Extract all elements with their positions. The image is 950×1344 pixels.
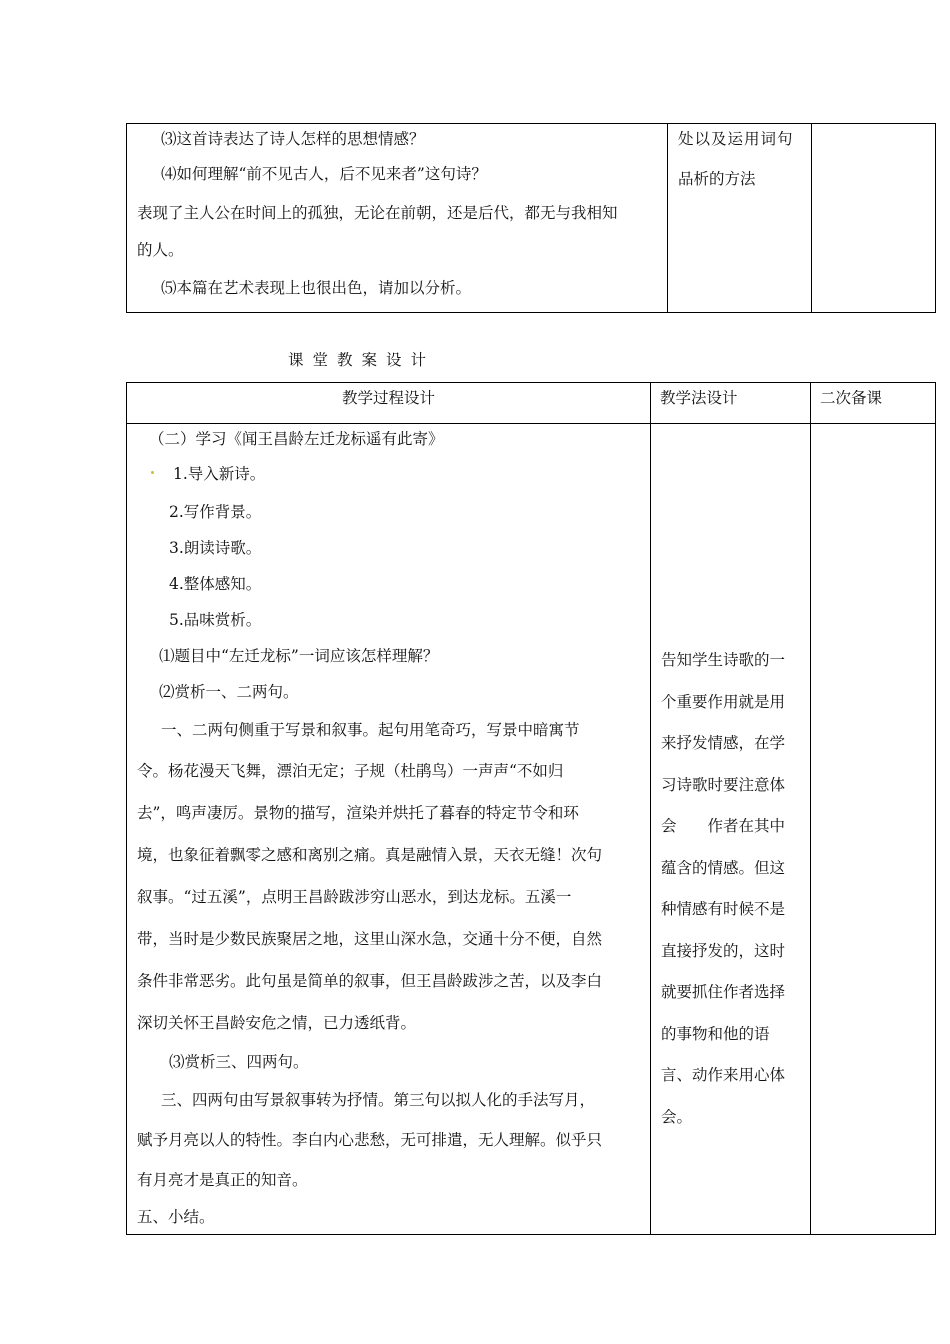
question-3: ⑶赏析三、四两句。	[169, 1053, 309, 1071]
analysis-line-11: 有月亮才是真正的知音。	[137, 1171, 308, 1189]
top-answer-line-2: 的人。	[137, 241, 184, 259]
method-line-5: 会 作者在其中	[661, 817, 786, 835]
method-line-2: 个重要作用就是用	[661, 692, 786, 711]
top-question-4: ⑷如何理解“前不见古人，后不见来者”这句诗？	[161, 165, 487, 183]
step-3: 3.朗读诗歌。	[169, 539, 262, 557]
analysis-line-5: 叙事。“过五溪”，点明王昌龄跋涉穷山恶水，到达龙标。五溪一	[137, 888, 572, 906]
header-notes-label: 二次备课	[820, 389, 883, 407]
analysis-line-4: 境，也象征着飘零之感和离别之痛。真是融情入景，天衣无缝！次句	[137, 846, 603, 864]
header-method	[651, 383, 811, 424]
header-process-label: 教学过程设计	[341, 389, 435, 407]
top-process-cell	[127, 124, 668, 313]
method-line-11: 言、动作来用心体	[661, 1066, 786, 1084]
method-line-4: 习诗歌时要注意体	[661, 775, 786, 794]
method-line-6: 蕴含的情感。但这	[661, 858, 786, 877]
stray-mark	[151, 471, 154, 474]
summary: 五、小结。	[137, 1208, 215, 1226]
method-line-3: 来抒发情感，在学	[661, 734, 786, 752]
section-title: 课堂教案设计	[288, 351, 436, 369]
method-line-8: 直接抒发的，这时	[661, 941, 786, 960]
notes-body-cell	[811, 424, 936, 1235]
step-4: 4.整体感知。	[169, 575, 262, 593]
top-method-line-2: 品析的方法	[678, 170, 756, 188]
analysis-line-2: 令。杨花漫天飞舞，漂泊无定；子规（杜鹃鸟）一声声“不如归	[137, 762, 564, 780]
question-1: ⑴题目中“左迁龙标”一词应该怎样理解？	[159, 647, 439, 665]
top-question-5: ⑸本篇在艺术表现上也很出色，请加以分析。	[161, 279, 472, 297]
top-answer-line-1: 表现了主人公在时间上的孤独，无论在前朝，还是后代，都无与我相知	[137, 204, 618, 222]
step-1: 1.导入新诗。	[173, 465, 266, 483]
process-body-cell	[127, 424, 651, 1235]
top-method-cell	[668, 124, 812, 313]
method-line-12: 会。	[661, 1107, 693, 1126]
top-question-3: ⑶这首诗表达了诗人怎样的思想情感？	[161, 130, 425, 148]
method-body-cell	[651, 424, 811, 1235]
analysis-line-3: 去”，鸣声凄厉。景物的描写，渲染并烘托了暮春的特定节令和环	[137, 804, 579, 822]
method-line-9: 就要抓住作者选择	[661, 983, 786, 1001]
method-line-1: 告知学生诗歌的一	[661, 651, 786, 669]
header-process	[127, 383, 651, 424]
analysis-line-6: 带，当时是少数民族聚居之地，这里山深水急，交通十分不便，自然	[137, 930, 603, 948]
top-lesson-table	[126, 123, 936, 313]
method-line-7: 种情感有时候不是	[661, 900, 786, 918]
analysis-line-8: 深切关怀王昌龄安危之情，已力透纸背。	[137, 1014, 417, 1032]
header-method-label: 教学法设计	[660, 389, 738, 407]
analysis-line-9: 三、四两句由写景叙事转为抒情。第三句以拟人化的手法写月，	[161, 1091, 596, 1109]
step-2: 2.写作背景。	[169, 503, 262, 521]
top-notes-cell	[812, 124, 936, 313]
header-notes	[811, 383, 936, 424]
step-5: 5.品味赏析。	[169, 611, 262, 629]
analysis-line-1: 一、二两句侧重于写景和叙事。起句用笔奇巧，写景中暗寓节	[161, 721, 580, 739]
analysis-line-7: 条件非常恶劣。此句虽是简单的叙事，但王昌龄跋涉之苦，以及李白	[137, 972, 603, 990]
analysis-line-10: 赋予月亮以人的特性。李白内心悲愁，无可排遣，无人理解。似乎只	[137, 1131, 603, 1149]
lesson-heading: （二）学习《闻王昌龄左迁龙标遥有此寄》	[149, 430, 444, 448]
top-method-line-1: 处以及运用词句	[678, 130, 794, 148]
main-lesson-table	[126, 382, 936, 1235]
question-2: ⑵赏析一、二两句。	[159, 683, 299, 701]
method-line-10: 的事物和他的语	[661, 1024, 770, 1043]
